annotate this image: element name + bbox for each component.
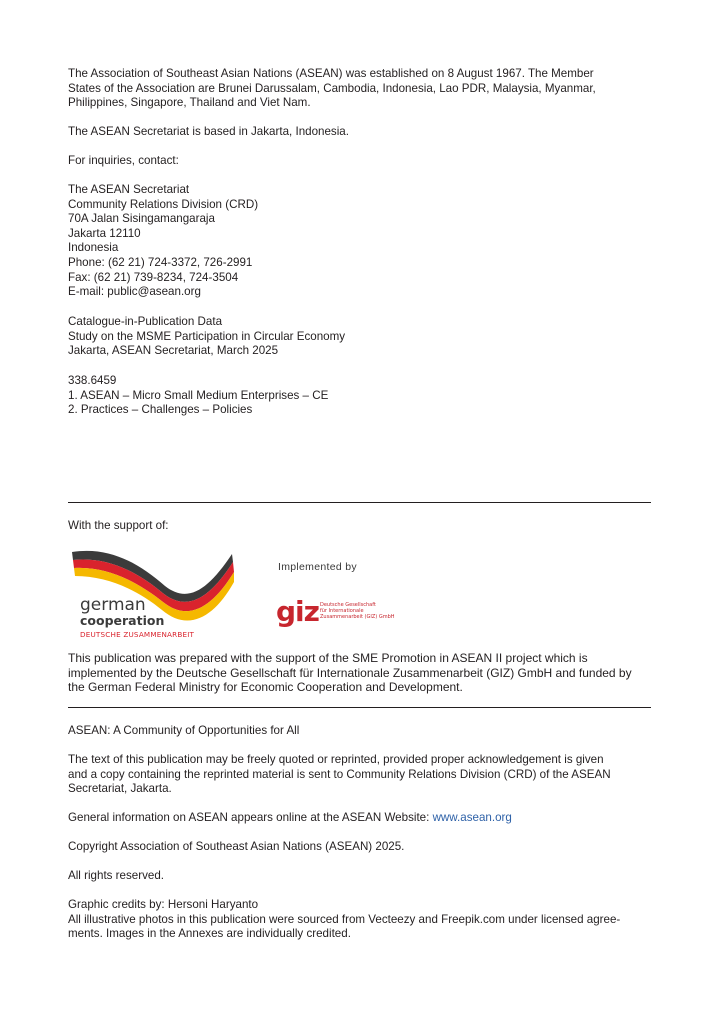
inquiries-label [68,154,652,169]
giz-wordmark: giz [276,595,319,628]
rights-text: All rights reserved. [68,869,165,882]
website-prefix: General information on ASEAN appears online at the ASEAN Website: [68,811,433,824]
contact-line: Community Relations Division (CRD) [68,197,259,211]
support-text-line: implemented by the Deutsche Gesellschaft für Internationale Zusammenarbeit (GIZ) GmbH and funded by [68,665,632,680]
intro-line: States of the Association are Brunei Darussalam, Cambodia, Indonesia, Lao PDR, Malaysia, Myanmar, [68,81,596,95]
quote-notice [68,753,652,797]
copyright-text: Copyright Association of Southeast Asian Nations (ASEAN) 2025. [68,840,405,853]
giz-line: für Internationale [320,608,364,614]
rights [68,869,652,884]
website-text [68,811,652,826]
catalogue-line: Jakarta, ASEAN Secretariat, March 2025 [68,344,279,358]
support-text-line: the German Federal Ministry for Economic Cooperation and Development. [68,680,463,695]
secretariat-base-text: The ASEAN Secretariat is based in Jakarta, Indonesia. [68,125,349,138]
giz-logo [276,594,396,628]
contact-block [68,183,652,300]
implemented-by-label: Implemented by [278,561,357,573]
support-label [68,519,652,534]
intro-line: Philippines, Singapore, Thailand and Viet Nam. [68,96,311,110]
contact-email: E-mail: public@asean.org [68,285,201,299]
copyright [68,840,652,855]
contact-phone: Phone: (62 21) 724-3372, 726-2991 [68,255,253,269]
classification-line: 2. Practices – Challenges – Policies [68,403,253,417]
classification-line: 338.6459 [68,374,117,387]
credits-line: ments. Images in the Annexes are individually credited. [68,927,351,941]
support-text-line: This publication was prepared with the support of the SME Promotion in ASEAN II project which is [68,651,588,665]
divider-top [68,502,651,503]
divider-bottom [68,707,651,708]
tagline [68,724,652,739]
asean-website-link[interactable]: www.asean.org [432,811,512,824]
contact-line: The ASEAN Secretariat [68,183,190,196]
credits-line: Graphic credits by: Hersoni Haryanto [68,898,259,911]
contact-line: Jakarta 12110 [68,226,141,240]
gc-word-german: german [80,595,146,615]
classification-block [68,374,652,418]
support-label-text: With the support of: [68,519,169,532]
tagline-text: ASEAN: A Community of Opportunities for All [68,724,300,737]
secretariat-base [68,125,652,140]
credits-line: All illustrative photos in this publication were sourced from Vecteezy and Freepik.com under licensed agree- [68,912,621,926]
intro-paragraph [68,67,652,111]
contact-line: Indonesia [68,241,119,255]
inquiries-text: For inquiries, contact: [68,154,179,167]
catalogue-line: Study on the MSME Participation in Circular Economy [68,329,346,343]
quote-notice-line: The text of this publication may be freely quoted or reprinted, provided proper acknowledgement is given [68,753,604,766]
intro-line: The Association of Southeast Asian Nations (ASEAN) was established on 8 August 1967. The Member [68,67,594,80]
classification-line: 1. ASEAN – Micro Small Medium Enterprises – CE [68,388,329,402]
quote-notice-line: and a copy containing the reprinted material is sent to Community Relations Division (CRD) of the ASEAN [68,767,611,781]
gc-word-cooperation: cooperation [80,613,165,628]
giz-line: Zusammenarbeit (GIZ) GmbH [320,614,395,620]
catalogue-block [68,315,652,359]
contact-fax: Fax: (62 21) 739-8234, 724-3504 [68,270,239,284]
website-line [68,811,652,826]
contact-line: 70A Jalan Sisingamangaraja [68,212,215,226]
quote-notice-line: Secretariat, Jakarta. [68,782,172,796]
catalogue-line: Catalogue-in-Publication Data [68,315,223,328]
giz-line: Deutsche Gesellschaft [320,602,376,608]
gc-word-deutsche: DEUTSCHE ZUSAMMENARBEIT [80,630,195,639]
german-cooperation-logo [70,546,240,640]
support-text [68,651,652,695]
credits-block [68,898,652,942]
